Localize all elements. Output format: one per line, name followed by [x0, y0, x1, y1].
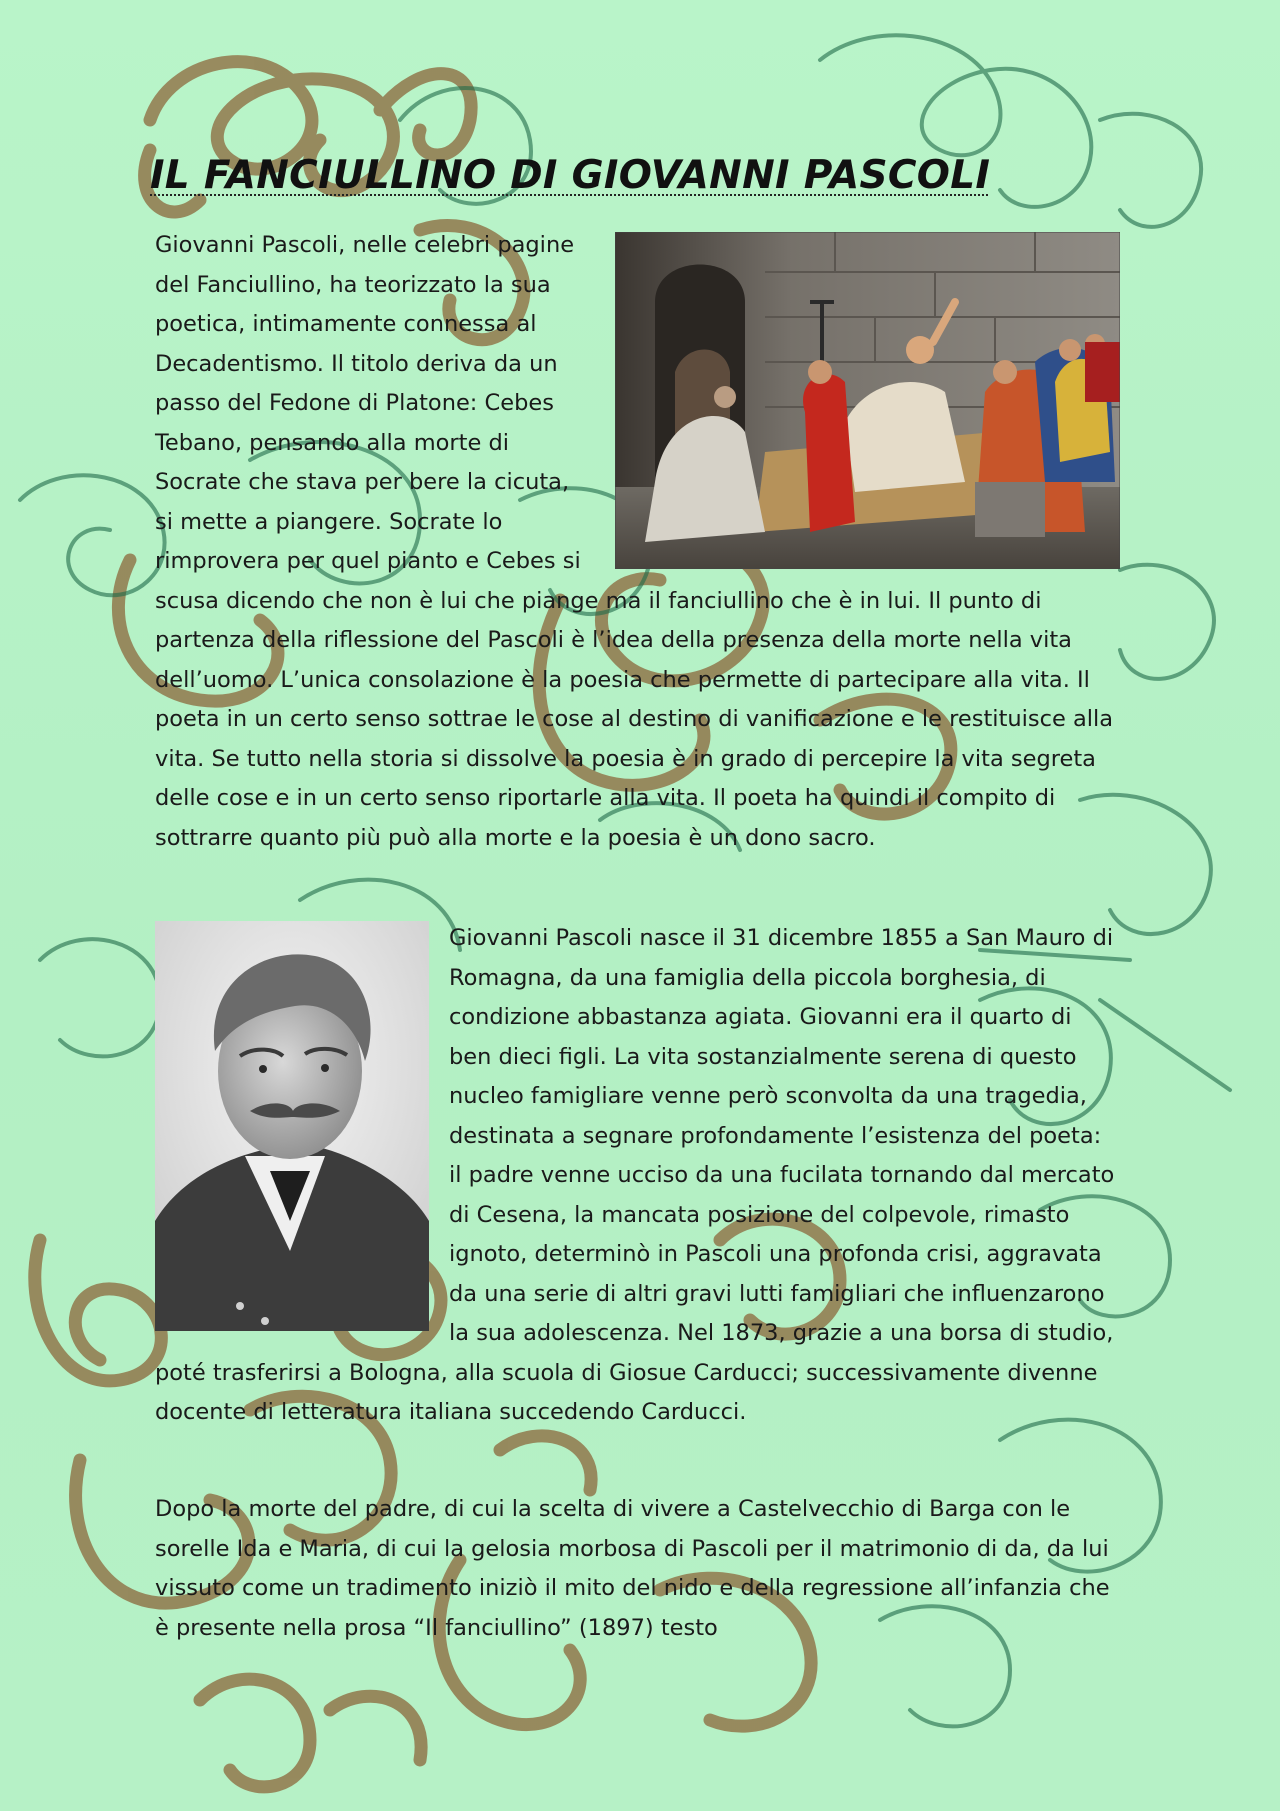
biography-section — [155, 919, 1120, 1433]
green-scribble — [40, 939, 160, 1056]
brown-scribble — [330, 1696, 421, 1760]
brown-scribble — [200, 1679, 310, 1787]
paragraph-biography: Giovanni Pascoli nasce il 31 dicembre 1855 a San Mauro di Romagna, da una famiglia della piccola borghesia, di condizione abbastanza agiata. Giovanni era il quarto di ben dieci figli. La vita sostanzialmente serena di questo nucleo famigliare venne però sconvolta da una tragedia, destinata a segnare profondamente l’esistenza del poeta: il padre venne ucciso da una fucilata tornando dal mercato di Cesena, la mancata posizione del colpevole, rimasto ignoto, determinò in Pascoli una profonda crisi, aggravata da una serie di altri gravi lutti famigliari che influenzarono la sua adolescenza. Nel 1873, grazie a una borsa di studio, poté trasferirsi a Bologna, alla scuola di Giosue Carducci; successivamente divenne docente di letteratura italiana succedendo Carducci. — [155, 925, 1115, 1425]
death-of-socrates-painting — [615, 232, 1120, 569]
giovanni-pascoli-portrait — [155, 921, 429, 1331]
paragraph-conclusion: Dopo la morte del padre, di cui la scelta di vivere a Castelvecchio di Barga con le sorelle Ida e Maria, di cui la gelosia morbosa di Pascoli per il matrimonio di da, da lui vissuto come un tradimento iniziò il mito del nido e della regressione all’infanzia che è presente nella prosa “Il fanciullino” (1897) testo — [155, 1496, 1110, 1641]
conclusion-section — [155, 1490, 1120, 1648]
green-scribble — [1120, 565, 1214, 679]
painting-image — [615, 232, 1120, 569]
green-scribble — [1100, 114, 1201, 227]
brown-scribble — [500, 1436, 591, 1490]
brown-scribble — [380, 74, 471, 155]
page-title: IL FANCIULLINO DI GIOVANNI PASCOLI — [150, 153, 991, 198]
green-scribble — [20, 475, 165, 595]
paragraph-intro: Giovanni Pascoli, nelle celebri pagine del Fanciullino, ha teorizzato la sua poetica, intimamente connessa al Decadentismo. Il titolo deriva da un passo del Fedone di Platone: Cebes Tebano, pensando alla morte di Socrate che stava per bere la cicuta, si mette a piangere. Socrate lo rimprovera per quel pianto e Cebes si scusa dicendo che non è lui che piange ma il fanciullino che è in lui. Il punto di partenza della riflessione del Pascoli è l’idea della presenza della morte nella vita dell’uomo. L’unica consolazione è la poesia che permette di partecipare alla vita. Il poeta in un certo senso sottrae le cose al destino di vanificazione e le restituisce alla vita. Se tutto nella storia si dissolve la poesia è in grado di percepire la vita segreta delle cose e in un certo senso riportarle alla vita. Il poeta ha quindi il compito di sottrarre quanto più può alla morte e la poesia è un dono sacro. — [155, 232, 1114, 851]
intro-section — [155, 226, 1120, 858]
brown-scribble — [35, 1240, 162, 1381]
portrait-image — [155, 921, 429, 1331]
